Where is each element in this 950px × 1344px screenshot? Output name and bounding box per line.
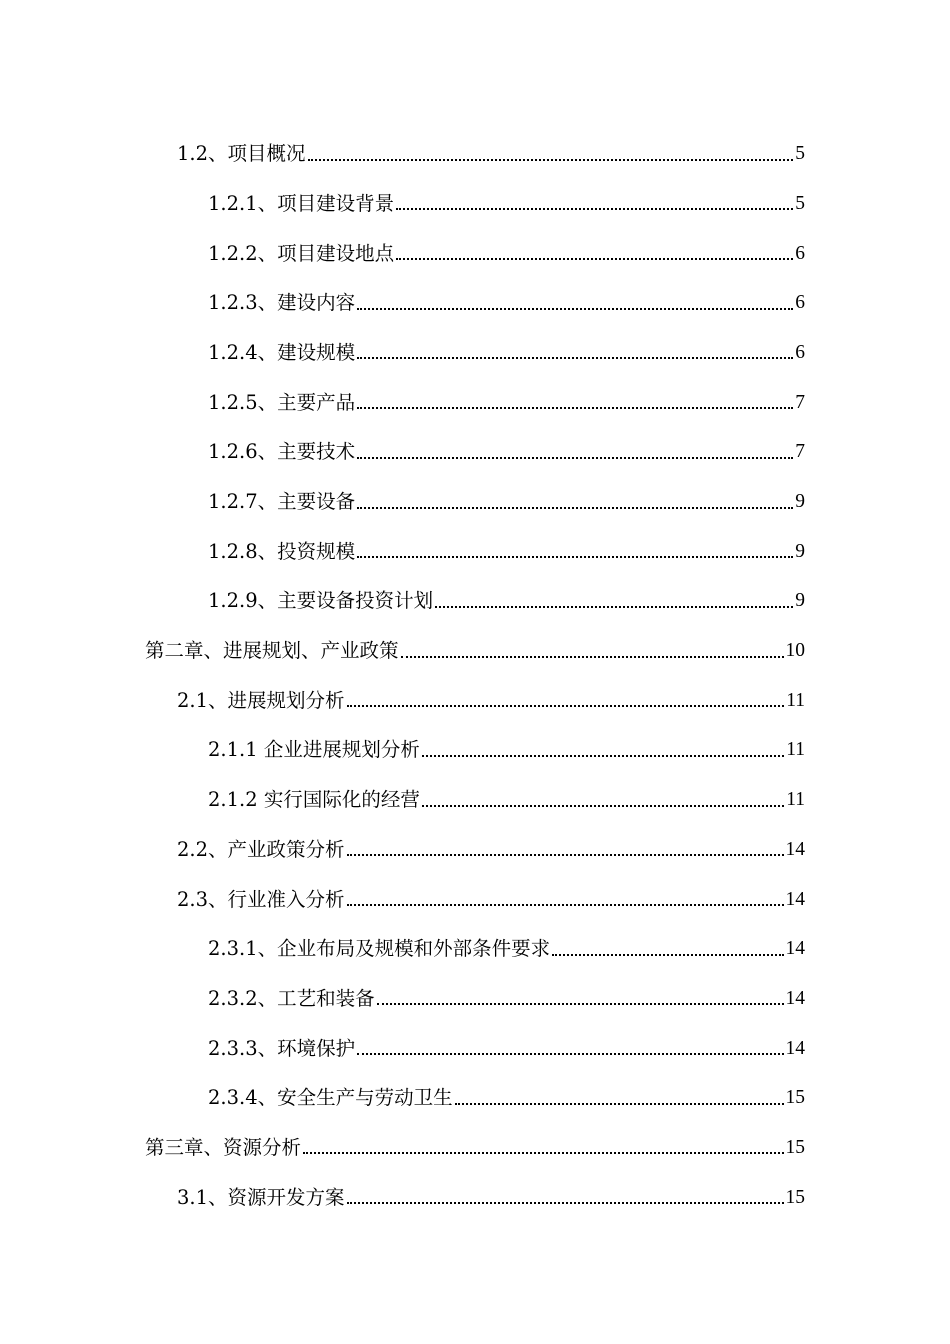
toc-leader-dots	[357, 457, 793, 459]
toc-entry-title: 2.1.2 实行国际化的经营	[208, 788, 420, 812]
toc-leader-dots	[357, 308, 793, 310]
toc-entry[interactable]	[0, 274, 950, 324]
toc-entry-title: 2.3.2、工艺和装备	[208, 986, 375, 1010]
toc-entry-page: 9	[795, 540, 805, 562]
toc-entry-title: 1.2.3、建设内容	[208, 291, 356, 315]
toc-entry[interactable]	[0, 870, 950, 920]
toc-entry[interactable]	[0, 324, 950, 374]
toc-leader-dots	[357, 507, 793, 509]
toc-entry[interactable]	[0, 1019, 950, 1069]
toc-entry-title: 1.2.9、主要设备投资计划	[208, 589, 434, 613]
toc-leader-dots	[347, 904, 784, 906]
toc-entry[interactable]	[0, 423, 950, 473]
toc-entry-page: 11	[786, 689, 805, 711]
toc-leader-dots	[357, 357, 793, 359]
toc-leader-dots	[377, 1003, 784, 1005]
toc-entry[interactable]	[0, 373, 950, 423]
toc-entry-page: 5	[795, 143, 805, 165]
toc-entry-title: 2.1.1 企业进展规划分析	[208, 738, 420, 762]
toc-entry-page: 6	[795, 341, 805, 363]
toc-entry[interactable]	[0, 672, 950, 722]
toc-entry-page: 14	[785, 888, 805, 910]
toc-leader-dots	[422, 755, 784, 757]
toc-entry-page: 9	[795, 491, 805, 512]
toc-entry-title: 1.2.5、主要产品	[208, 390, 356, 414]
toc-chapter-entry[interactable]	[0, 622, 950, 672]
toc-leader-dots	[303, 1152, 783, 1154]
toc-entry-page: 15	[785, 1136, 805, 1158]
toc-entry-title: 1.2.7、主要设备	[208, 490, 356, 513]
toc-entry-page: 11	[786, 789, 805, 811]
toc-leader-dots	[347, 854, 784, 856]
toc-entry[interactable]	[0, 523, 950, 573]
toc-entry-page: 14	[785, 838, 805, 860]
toc-entry-title: 2.3.1、企业布局及规模和外部条件要求	[208, 937, 551, 961]
toc-entry[interactable]	[0, 175, 950, 225]
toc-entry-page: 7	[795, 391, 805, 413]
toc-leader-dots	[422, 805, 784, 807]
toc-entry-title: 2.2、产业政策分析	[177, 837, 345, 861]
toc-leader-dots	[552, 954, 783, 956]
toc-leader-dots	[347, 1202, 784, 1204]
toc-entry-title: 1.2.4、建设规模	[208, 340, 356, 364]
toc-leader-dots	[401, 656, 784, 658]
toc-chapter-entry[interactable]	[0, 1119, 950, 1169]
toc-entry-title: 第二章、进展规划、产业政策	[145, 639, 399, 663]
toc-entry[interactable]	[0, 970, 950, 1020]
toc-entry-page: 15	[785, 1186, 805, 1208]
toc-entry-title: 1.2.1、项目建设背景	[208, 191, 395, 215]
toc-entry[interactable]	[0, 473, 950, 523]
toc-entry-page: 6	[795, 292, 805, 314]
toc-entry-title: 2.3.4、安全生产与劳动卫生	[208, 1086, 453, 1110]
toc-entry[interactable]	[0, 721, 950, 771]
toc-leader-dots	[308, 159, 794, 161]
toc-entry[interactable]	[0, 1168, 950, 1218]
toc-entry-title: 1.2.8、投资规模	[208, 539, 356, 563]
table-of-contents	[0, 125, 950, 1218]
toc-entry[interactable]	[0, 1069, 950, 1119]
toc-entry-title: 2.3.3、环境保护	[208, 1036, 356, 1060]
toc-entry-title: 第三章、资源分析	[145, 1135, 302, 1159]
toc-entry-title: 1.2.2、项目建设地点	[208, 241, 395, 265]
toc-leader-dots	[347, 705, 785, 707]
toc-entry-page: 6	[795, 242, 805, 264]
toc-entry-title: 1.2.6、主要技术	[208, 440, 356, 464]
toc-entry-page: 14	[785, 938, 805, 960]
toc-entry-title: 2.3、行业准入分析	[177, 887, 345, 911]
toc-entry-page: 5	[795, 192, 805, 214]
toc-entry[interactable]	[0, 572, 950, 622]
toc-leader-dots	[357, 556, 793, 558]
toc-entry-title: 2.1、进展规划分析	[177, 688, 345, 712]
toc-leader-dots	[455, 1103, 784, 1105]
toc-entry-page: 7	[795, 441, 805, 463]
toc-entry[interactable]	[0, 920, 950, 970]
toc-entry-page: 10	[785, 640, 805, 662]
toc-entry[interactable]	[0, 125, 950, 175]
toc-entry-title: 3.1、资源开发方案	[177, 1185, 345, 1209]
toc-entry-page: 11	[786, 739, 805, 761]
toc-leader-dots	[357, 407, 793, 409]
toc-entry[interactable]	[0, 771, 950, 821]
toc-entry-page: 9	[795, 590, 805, 612]
toc-entry-page: 14	[785, 1037, 805, 1059]
toc-entry[interactable]	[0, 821, 950, 871]
toc-leader-dots	[435, 606, 793, 608]
toc-entry-page: 15	[785, 1087, 805, 1109]
toc-leader-dots	[357, 1053, 783, 1055]
toc-entry[interactable]	[0, 224, 950, 274]
toc-leader-dots	[396, 208, 793, 210]
toc-entry-page: 14	[785, 987, 805, 1009]
toc-entry-title: 1.2、项目概况	[177, 142, 306, 166]
toc-leader-dots	[396, 258, 793, 260]
